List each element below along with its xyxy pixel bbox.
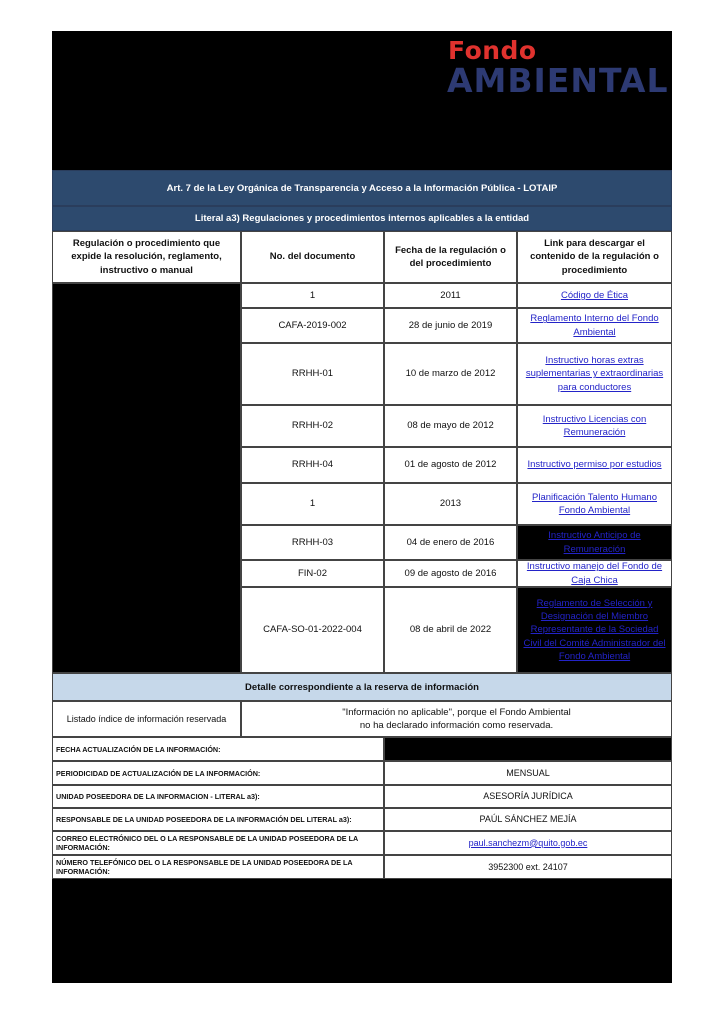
doc-number: RRHH-02 xyxy=(241,405,384,447)
doc-date: 08 de mayo de 2012 xyxy=(384,405,517,447)
page-title: Art. 7 de la Ley Orgánica de Transparencia y Acceso a la Información Pública - LOTAIP xyxy=(52,170,672,206)
doc-link[interactable]: Código de Ética xyxy=(560,289,629,301)
doc-date: 28 de junio de 2019 xyxy=(384,308,517,343)
header-regulacion: Regulación o procedimiento que expide la resolución, reglamento, instructivo o manual xyxy=(52,231,241,283)
doc-link[interactable]: Reglamento de Selección y Designación del Miembro Representante de la Sociedad Civil del Comité Administrador del Fondo Ambiental xyxy=(523,597,666,662)
doc-link-cell xyxy=(517,308,672,343)
doc-date: 01 de agosto de 2012 xyxy=(384,447,517,483)
doc-number: CAFA-2019-002 xyxy=(241,308,384,343)
fecha-actualizacion-value xyxy=(384,737,672,761)
doc-date: 04 de enero de 2016 xyxy=(384,525,517,560)
unidad-poseedora-value: ASESORÍA JURÍDICA xyxy=(384,785,672,808)
doc-date: 10 de marzo de 2012 xyxy=(384,343,517,405)
correo-label: CORREO ELECTRÓNICO DEL O LA RESPONSABLE DE LA UNIDAD POSEEDORA DE LA INFORMACIÓN: xyxy=(52,831,384,855)
doc-number: FIN-02 xyxy=(241,560,384,587)
logo-fondo: Fondo xyxy=(448,36,537,65)
correo-value-cell xyxy=(384,831,672,855)
periodicidad-label: PERIODICIDAD DE ACTUALIZACIÓN DE LA INFORMACIÓN: xyxy=(52,761,384,785)
header-link: Link para descargar el contenido de la regulación o procedimiento xyxy=(517,231,672,283)
reserva-title: Detalle correspondiente a la reserva de información xyxy=(52,673,672,701)
regulacion-merged-cell xyxy=(52,283,241,673)
unidad-poseedora-label: UNIDAD POSEEDORA DE LA INFORMACION - LITERAL a3): xyxy=(52,785,384,808)
reserva-label: Listado índice de información reservada xyxy=(52,701,241,737)
doc-link-cell xyxy=(517,283,672,308)
logo-ambiental: AMBIENTAL xyxy=(447,61,669,100)
page-subtitle: Literal a3) Regulaciones y procedimientos internos aplicables a la entidad xyxy=(52,206,672,231)
doc-number: CAFA-SO-01-2022-004 xyxy=(241,587,384,673)
doc-number: 1 xyxy=(241,283,384,308)
doc-link[interactable]: Reglamento Interno del Fondo Ambiental xyxy=(530,313,659,338)
doc-link[interactable]: Instructivo manejo del Fondo de Caja Chica xyxy=(526,561,663,586)
telefono-value: 3952300 ext. 24107 xyxy=(384,855,672,879)
doc-number: RRHH-03 xyxy=(241,525,384,560)
doc-link-cell xyxy=(517,560,672,587)
doc-link-cell xyxy=(517,483,672,525)
doc-number: 1 xyxy=(241,483,384,525)
doc-link[interactable]: Instructivo permiso por estudios xyxy=(527,459,662,471)
doc-link-cell xyxy=(517,343,672,405)
reserva-value xyxy=(241,701,672,737)
email-link[interactable]: paul.sanchezm@quito.gob.ec xyxy=(468,837,588,848)
doc-link[interactable]: Instructivo Anticipo de Remuneración xyxy=(548,530,641,555)
doc-date: 2013 xyxy=(384,483,517,525)
reserva-value-line1: "Información no aplicable", porque el Fondo Ambiental xyxy=(342,706,571,718)
doc-link-cell xyxy=(517,525,672,560)
responsable-value: PAÚL SÁNCHEZ MEJÍA xyxy=(384,808,672,831)
doc-link-cell xyxy=(517,447,672,483)
reserva-value-line2: no ha declarado información como reservada. xyxy=(359,720,554,731)
doc-link[interactable]: Instructivo Licencias con Remuneración xyxy=(542,413,647,438)
periodicidad-value: MENSUAL xyxy=(384,761,672,785)
doc-link[interactable]: Instructivo horas extras suplementarias y extraordinarias para conductores xyxy=(525,355,664,393)
header-documento: No. del documento xyxy=(241,231,384,283)
doc-link-cell xyxy=(517,587,672,673)
doc-link-cell xyxy=(517,405,672,447)
doc-date: 09 de agosto de 2016 xyxy=(384,560,517,587)
doc-link[interactable]: Planificación Talento Humano Fondo Ambiental xyxy=(532,491,657,516)
telefono-label: NÚMERO TELEFÓNICO DEL O LA RESPONSABLE DE LA UNIDAD POSEEDORA DE LA INFORMACIÓN: xyxy=(52,855,384,879)
doc-number: RRHH-01 xyxy=(241,343,384,405)
responsable-label: RESPONSABLE DE LA UNIDAD POSEEDORA DE LA INFORMACIÓN DEL LITERAL a3): xyxy=(52,808,384,831)
doc-date: 2011 xyxy=(384,283,517,308)
fecha-actualizacion-label: FECHA ACTUALIZACIÓN DE LA INFORMACIÓN: xyxy=(52,737,384,761)
header-fecha: Fecha de la regulación o del procedimiento xyxy=(384,231,517,283)
doc-date: 08 de abril de 2022 xyxy=(384,587,517,673)
doc-number: RRHH-04 xyxy=(241,447,384,483)
